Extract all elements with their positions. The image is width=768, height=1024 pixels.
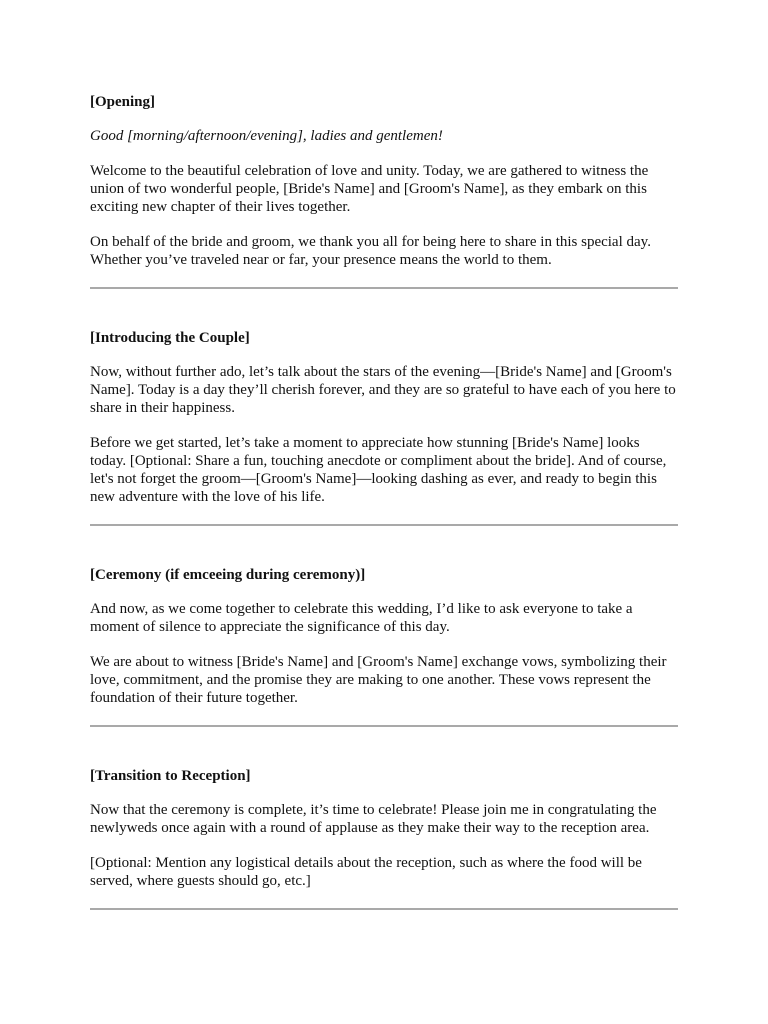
section-heading: [Ceremony (if emceeing during ceremony)] [90, 567, 366, 583]
paragraph: Before we get started, let’s take a moment to appreciate how stunning [Bride's Name] looks today. [Optional: Share a fun, touching anecdote or compliment about the bride]. And of course, let's not forget the groom—[Groom's Name]—looking dashing as ever, and ready to begin this new adventure with the love of his life. [90, 435, 667, 505]
document-page [90, 93, 678, 950]
paragraph: Welcome to the beautiful celebration of love and unity. Today, we are gathered to witness the union of two wonderful people, [Bride's Name] and [Groom's Name], as they embark on this exciting new chapter of their lives together. [90, 163, 649, 215]
paragraph: And now, as we come together to celebrate this wedding, I’d like to ask everyone to take a moment of silence to appreciate the significance of this day. [90, 601, 633, 635]
section-divider [90, 908, 678, 910]
section-divider [90, 287, 678, 289]
section-heading: [Opening] [90, 94, 156, 110]
paragraph: Now that the ceremony is complete, it’s time to celebrate! Please join me in congratulating the newlyweds once again with a round of applause as they make their way to the reception area. [90, 802, 657, 836]
section-divider [90, 725, 678, 727]
section-ceremony [90, 566, 678, 707]
section-opening [90, 93, 678, 269]
section-heading: [Introducing the Couple] [90, 330, 250, 346]
paragraph: [Optional: Mention any logistical details about the reception, such as where the food will be served, where guests should go, etc.] [90, 855, 642, 889]
section-introducing-couple [90, 329, 678, 506]
paragraph: On behalf of the bride and groom, we thank you all for being here to share in this special day. Whether you’ve traveled near or far, your presence means the world to them. [90, 234, 651, 268]
section-heading: [Transition to Reception] [90, 768, 251, 784]
section-divider [90, 524, 678, 526]
paragraph: We are about to witness [Bride's Name] and [Groom's Name] exchange vows, symbolizing their love, commitment, and the promise they are making to one another. These vows represent the foundation of their future together. [90, 654, 667, 706]
section-transition-reception [90, 767, 678, 890]
paragraph: Now, without further ado, let’s talk about the stars of the evening—[Bride's Name] and [Groom's Name]. Today is a day they’ll cherish forever, and they are so grateful to have each of you here to share in their happiness. [90, 364, 676, 416]
greeting-line: Good [morning/afternoon/evening], ladies and gentlemen! [90, 128, 443, 144]
